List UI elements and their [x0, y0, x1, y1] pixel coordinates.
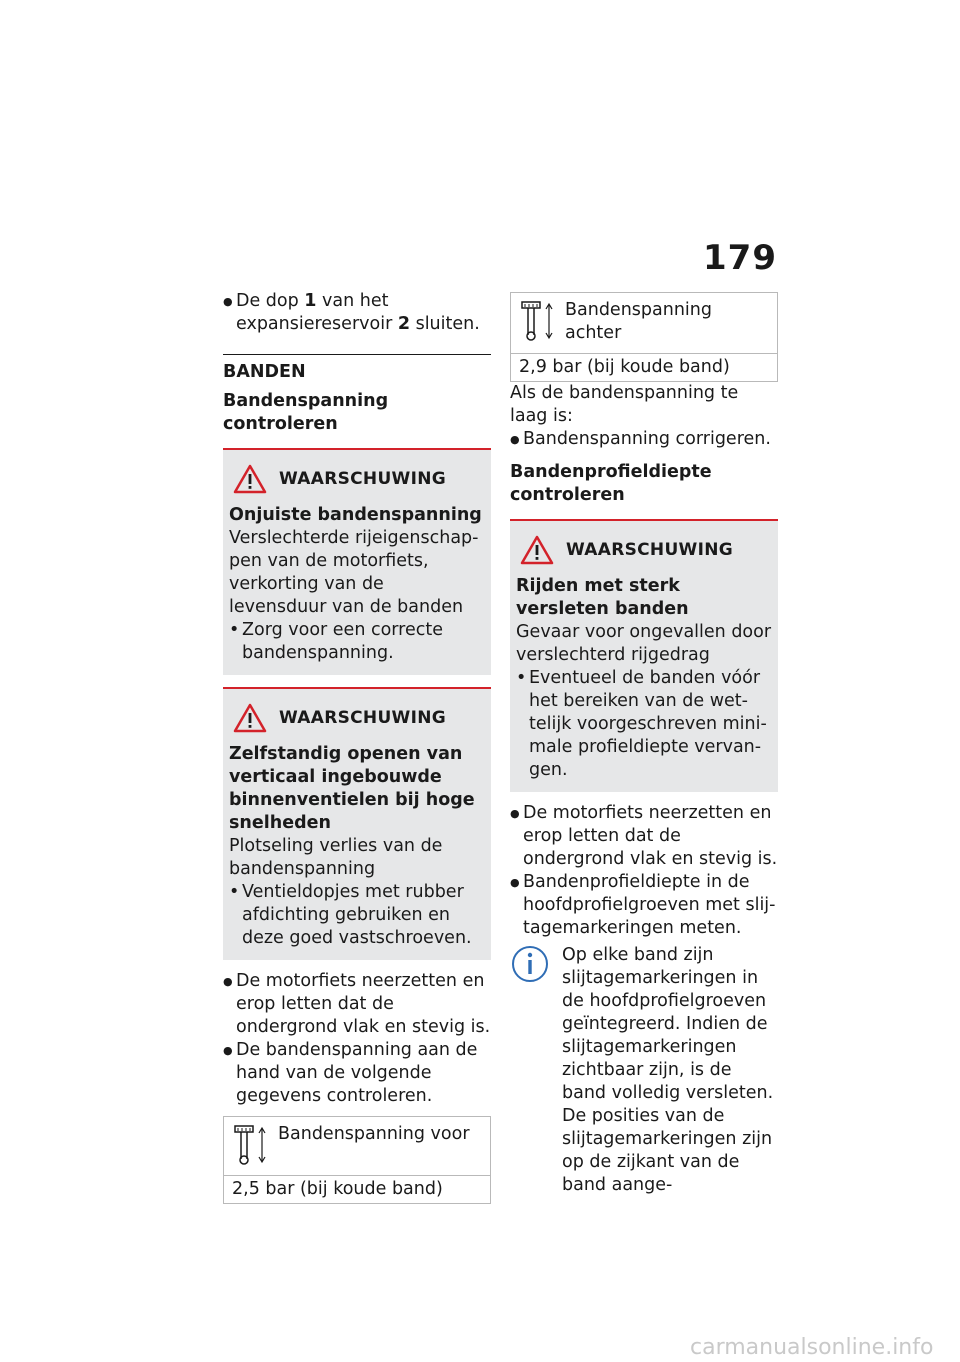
warning-text: Gevaar voor ongevallen door verslechterd rijgedrag — [516, 622, 772, 665]
spec-table — [223, 1116, 491, 1204]
list-item: ● De motorfiets neerzetten en erop letten dat de ondergrond vlak en stevig is. — [510, 802, 778, 871]
list-item: ● Bandenprofieldiepte in de hoofdprofielgroeven met slijtagemarkeringen meten. — [510, 871, 778, 940]
tire-pressure-gauge-icon — [232, 1123, 268, 1167]
warning-action: • Zorg voor een correcte bandenspanning. — [229, 619, 485, 665]
paragraph: Als de bandenspanning te laag is: — [510, 383, 739, 426]
warning-heading: Zelfstandig openen van verticaal ingebouwde binnenventielen bij hoge snelheden — [229, 744, 475, 833]
warning-heading: Onjuiste bandenspanning — [229, 505, 482, 525]
subsection-title: Bandenprofieldiepte controleren — [510, 462, 712, 505]
watermark: carmanualsonline.info — [690, 1335, 934, 1360]
warning-title: WAARSCHUWING — [279, 468, 447, 489]
spec-value: 2,9 bar (bij koude band) — [511, 353, 777, 381]
spec-label: Bandenspanning voor — [278, 1124, 470, 1144]
spec-table — [510, 292, 778, 382]
warning-action: • Eventueel de banden vóór het bereiken van de wettelijk voorgeschreven minimale profieldiepte vervangen. — [516, 667, 772, 782]
warning-triangle-icon — [233, 464, 267, 494]
warning-box — [223, 687, 491, 960]
section-title: BANDEN — [223, 354, 491, 384]
spec-value: 2,5 bar (bij koude band) — [224, 1175, 490, 1203]
warning-triangle-icon — [233, 703, 267, 733]
subsection-title: Bandenspanning controleren — [223, 391, 389, 434]
warning-triangle-icon — [520, 535, 554, 565]
info-note — [510, 944, 778, 1197]
list-item: ● De dop 1 van het expansiereservoir 2 sluiten. — [223, 290, 491, 336]
info-icon — [510, 944, 550, 984]
page-number: 179 — [703, 238, 777, 278]
list-item: ● Bandenspanning corrigeren. — [510, 428, 778, 451]
warning-heading: Rijden met sterk versleten banden — [516, 576, 689, 619]
callout-number: 2 — [397, 314, 411, 334]
warning-action: • Ventieldopjes met rubber afdichting gebruiken en deze goed vastschroeven. — [229, 881, 485, 950]
list-item: ● De motorfiets neerzetten en erop letten dat de ondergrond vlak en stevig is. — [223, 970, 491, 1039]
spec-label: Bandenspanning achter — [565, 300, 712, 343]
warning-title: WAARSCHUWING — [566, 539, 734, 560]
list-item: ● De bandenspanning aan de hand van de volgende gegevens controleren. — [223, 1039, 491, 1108]
right-column — [510, 292, 778, 1197]
warning-text: Verslechterde rijeigenschappen van de motorfiets, verkorting van de levensduur van de banden — [229, 528, 479, 617]
callout-number: 1 — [304, 291, 317, 311]
tire-pressure-gauge-icon — [519, 299, 555, 343]
warning-title: WAARSCHUWING — [279, 707, 447, 728]
warning-text: Plotseling verlies van de bandenspanning — [229, 836, 443, 879]
info-text: Op elke band zijn slijtagemarkeringen in de hoofdprofielgroeven geïntegreerd. Indien de slijtagemarkeringen zichtbaar zijn, is de band volledig versleten. De posities van de slijtagemarkeringen zijn op de zijkant van de band aange- — [562, 945, 774, 1195]
warning-box — [223, 448, 491, 675]
warning-box — [510, 519, 778, 792]
left-column — [223, 290, 491, 1204]
